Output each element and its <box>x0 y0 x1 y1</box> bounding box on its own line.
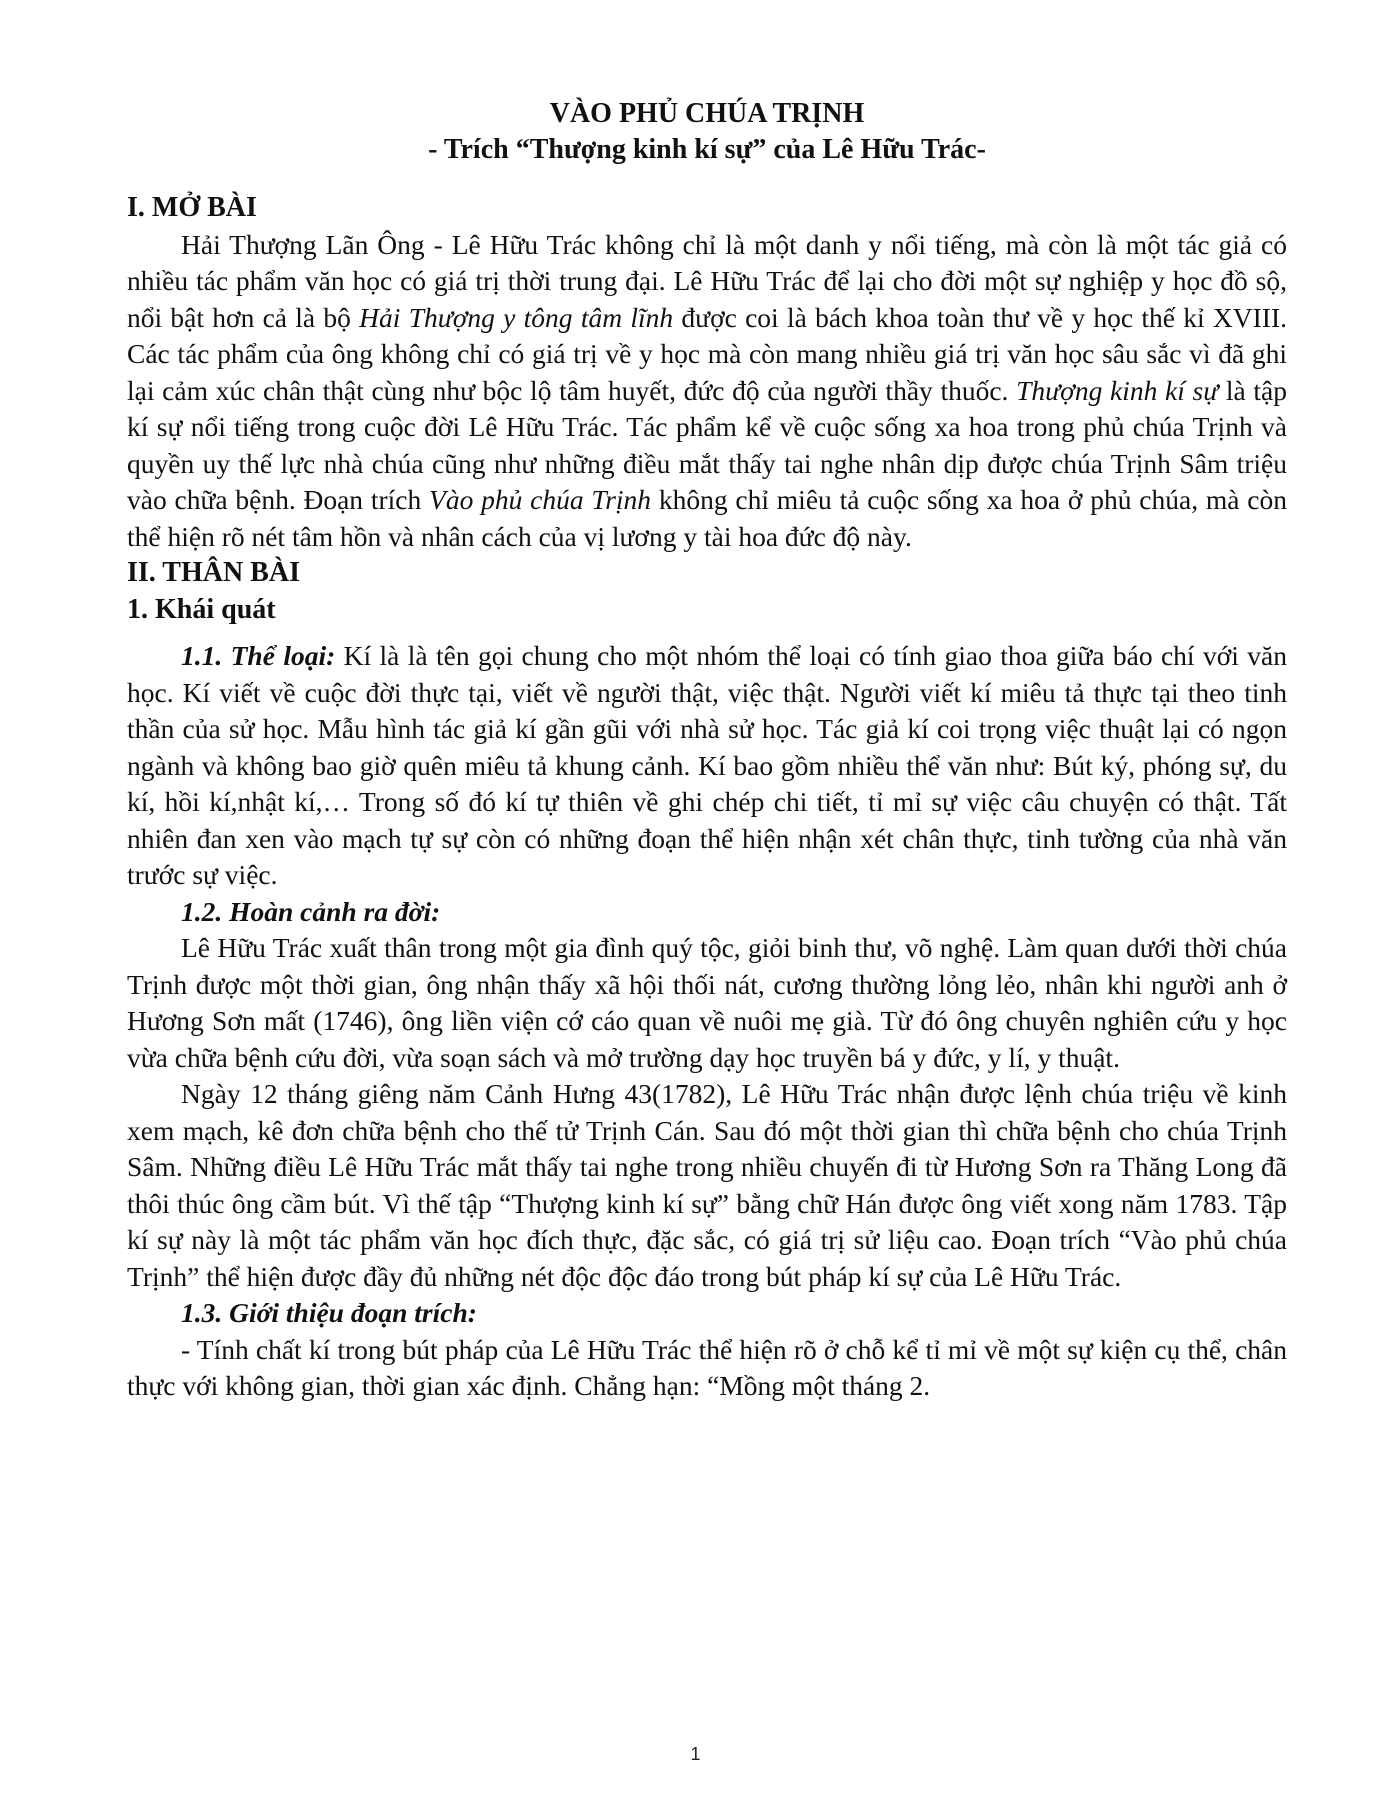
excerpt-heading <box>127 1295 1287 1332</box>
page-number: 1 <box>690 1744 701 1764</box>
intro-text-4: không chỉ miêu tả cuộc sống xa hoa ở phủ chúa, mà còn thể hiện rõ nét tâm hồn và nhân cách của vị lương y tài hoa đức độ này. <box>127 484 1287 552</box>
intro-italic-1: Hải Thượng y tông tâm lĩnh <box>359 301 674 333</box>
intro-paragraph <box>127 227 1287 556</box>
intro-text-3: là tập kí sự nổi tiếng trong cuộc đời Lê Hữu Trác. Tác phẩm kể về cuộc sống xa hoa trong phủ chúa Trịnh và quyền uy thế lực nhà chúa cũng như những điều mắt thấy tai nghe nhân dịp được chúa Trịnh Sâm triệu vào chữa bệnh. Đoạn trích <box>127 374 1287 515</box>
subsection-heading-overview: 1. Khái quát <box>127 593 276 625</box>
context-heading <box>127 894 1287 931</box>
page-title: VÀO PHỦ CHÚA TRỊNH <box>549 98 865 129</box>
context-label: 1.2. Hoàn cảnh ra đời: <box>181 895 441 927</box>
document-body <box>127 96 1287 1405</box>
genre-label: 1.1. Thể loại: <box>181 640 336 671</box>
context-paragraph-2: Ngày 12 tháng giêng năm Cảnh Hưng 43(1782), Lê Hữu Trác nhận được lệnh chúa triệu về kinh xem mạch, kê đơn chữa bệnh cho thế tử Trịnh Cán. Sau đó một thời gian thì chữa bệnh cho chúa Trịnh Sâm. Những điều Lê Hữu Trác mắt thấy tai nghe trong nhiều chuyến đi từ Hương Sơn ra Thăng Long đã thôi thúc ông cầm bút. Vì thế tập “Thượng kinh kí sự” bằng chữ Hán được ông viết xong năm 1783. Tập kí sự này là một tác phẩm văn học đích thực, đặc sắc, có giá trị sử liệu cao. Đoạn trích “Vào phủ chúa Trịnh” thể hiện được đầy đủ những nét độc độc đáo trong bút pháp kí sự của Lê Hữu Trác. <box>127 1078 1287 1292</box>
spacer <box>127 628 1287 638</box>
intro-italic-2: Thượng kinh kí sự <box>1016 374 1219 406</box>
section-heading-body: II. THÂN BÀI <box>127 557 300 588</box>
intro-text-1: Hải Thượng Lãn Ông - Lê Hữu Trác không chỉ là một danh y nổi tiếng, mà còn là một tác giả có nhiều tác phẩm văn học có giá trị thời trung đại. Lê Hữu Trác để lại cho đời một sự nghiệp y học đồ sộ, nổi bật hơn cả là bộ <box>127 228 1287 333</box>
genre-paragraph <box>127 638 1287 894</box>
genre-text: Kí là là tên gọi chung cho một nhóm thể loại có tính giao thoa giữa báo chí với văn học. Kí viết về cuộc đời thực tại, viết về người thật, việc thật. Người viết kí miêu tả thực tại theo tinh thần của sử học. Mẫu hình tác giả kí gần gũi với nhà sử học. Tác giả kí coi trọng việc thuật lại có ngọn ngành và không bao giờ quên miêu tả khung cảnh. Kí bao gồm nhiều thể văn như: Bút ký, phóng sự, du kí, hồi kí,nhật kí,… Trong số đó kí tự thiên về ghi chép chi tiết, tỉ mỉ sự việc câu chuyện có thật. Tất nhiên đan xen vào mạch tự sự còn có những đoạn thể hiện nhận xét chân thực, tinh tường của nhà văn trước sự việc. <box>127 640 1287 890</box>
excerpt-paragraph-1: - Tính chất kí trong bút pháp của Lê Hữu Trác thể hiện rõ ở chỗ kể tỉ mỉ về một sự kiện cụ thể, chân thực với không gian, thời gian xác định. Chẳng hạn: “Mồng một tháng 2. <box>127 1333 1287 1401</box>
intro-italic-3: Vào phủ chúa Trịnh <box>429 484 652 515</box>
excerpt-label: 1.3. Giới thiệu đoạn trích: <box>181 1297 477 1328</box>
intro-text-2: được coi là bách khoa toàn thư về y học thế kỉ XVIII. Các tác phẩm của ông không chỉ có giá trị về y học mà còn mang nhiều giá trị văn học sâu sắc vì đã ghi lại cảm xúc chân thật cùng như bộc lộ tâm huyết, đức độ của người thầy thuốc. <box>127 301 1287 406</box>
page-subtitle: - Trích “Thượng kinh kí sự” của Lê Hữu Trác- <box>428 134 986 165</box>
context-paragraph-1: Lê Hữu Trác xuất thân trong một gia đình quý tộc, giỏi binh thư, võ nghệ. Làm quan dưới thời chúa Trịnh được một thời gian, ông nhận thấy xã hội thối nát, cương thường lỏng lẻo, nhân khi người anh ở Hương Sơn mất (1746), ông liền viện cớ cáo quan về nuôi mẹ già. Từ đó ông chuyên nghiên cứu y học vừa chữa bệnh cứu đời, vừa soạn sách và mở trường dạy học truyền bá y đức, y lí, y thuật. <box>127 932 1287 1073</box>
section-heading-intro: I. MỞ BÀI <box>127 192 257 223</box>
